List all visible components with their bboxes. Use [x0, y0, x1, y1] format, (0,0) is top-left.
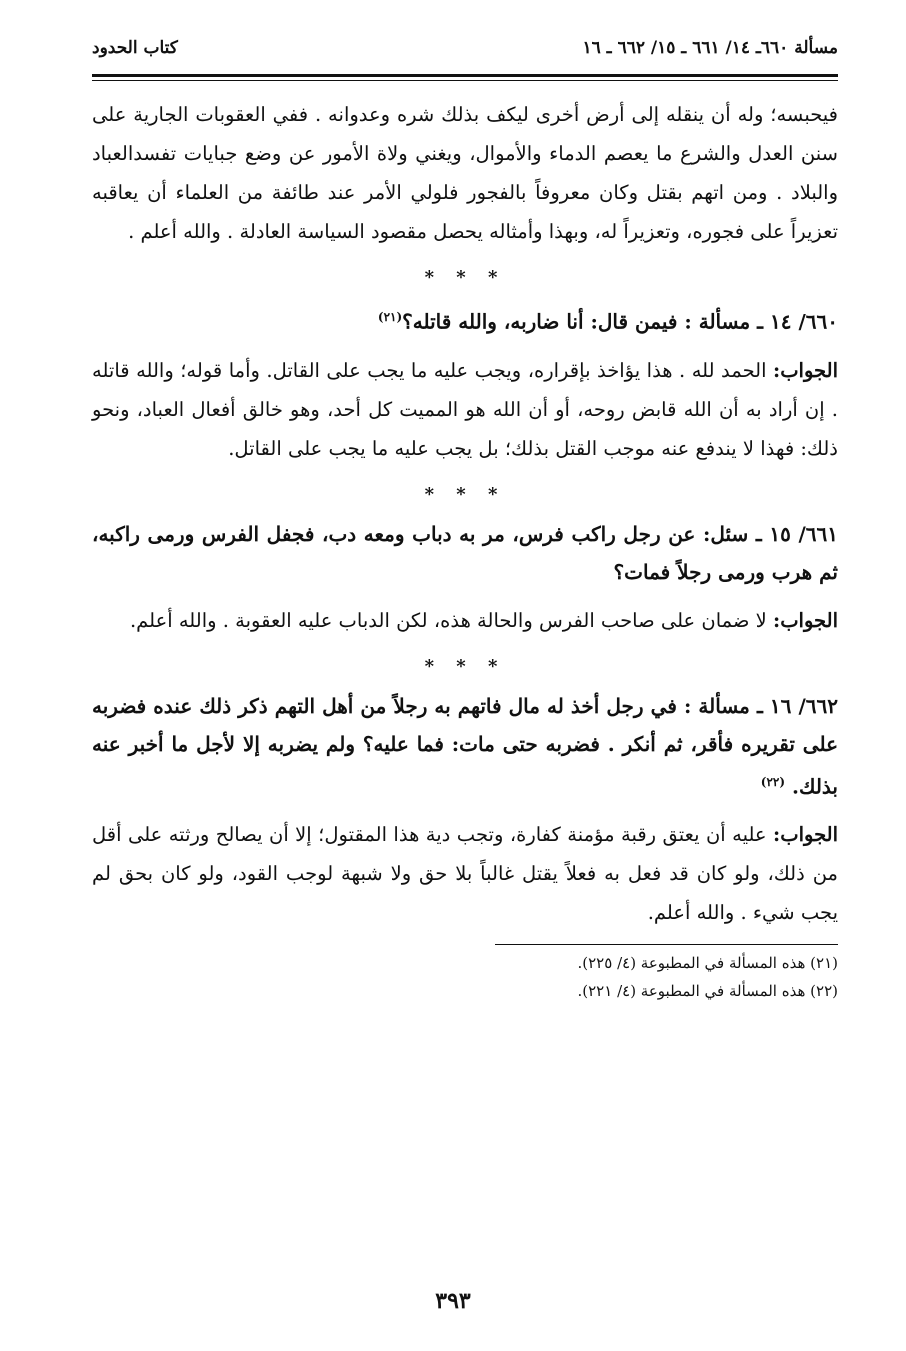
book-page	[92, 38, 838, 1351]
section-separator: * * *	[424, 483, 506, 505]
running-header	[92, 38, 838, 72]
answer-text: عليه أن يعتق رقبة مؤمنة كفارة، وتجب دية هذا المقتول؛ إلا أن يصالح ورثته على أقل من ذلك، ولو كان قد فعل به فعلاً يقتل غالباً بلا حق ولا شبهة لوجب القود، ولو كان بحق لم يجب شيء . والله أعلم.	[92, 823, 838, 925]
answer-text: الحمد لله . هذا يؤاخذ بإقراره، ويجب عليه ما يجب على القاتل. وأما قوله؛ والله قاتله . إن أراد به أن الله قابض روحه، أو أن الله هو المميت كل أحد، وهو خالق أفعال العباد، ونحو ذلك: فهذا لا يندفع عنه موجب القتل بذلك؛ بل يجب عليه ما يجب على القاتل.	[92, 358, 838, 460]
question-661	[92, 515, 838, 591]
answer-lead: الجواب:	[773, 358, 838, 382]
answer-lead: الجواب:	[773, 608, 838, 632]
question-text: ٦٦١/ ١٥ ـ سئل: عن رجل راكب فرس، مر به دباب ومعه دب، فجفل الفرس ورمى راكبه، ثم هرب ورمى رجلاً فمات؟	[92, 521, 838, 584]
answer-lead: الجواب:	[773, 823, 839, 847]
footnote-ref-21: (٢١)	[377, 310, 403, 324]
issue-reference: مسألة ٦٦٠ـ ١٤/ ٦٦١ ـ ١٥/ ٦٦٢ ـ ١٦	[582, 38, 838, 58]
question-662	[92, 687, 838, 806]
answer-660	[92, 351, 838, 468]
question-text: ٦٦٠/ ١٤ ـ مسألة : فيمن قال: أنا ضاربه، والله قاتله؟	[402, 309, 838, 334]
intro-paragraph: فيحبسه؛ وله أن ينقله إلى أرض أخرى ليكف بذلك شره وعدوانه . ففي العقوبات الجارية على سنن العدل والشرع ما يعصم الدماء والأموال، ويغني ولاة الأمور عن وضع جبايات تفسدالعباد والبلاد . ومن اتهم بقتل وكان معروفاً بالفجور فلولي الأمر عند طائفة من العلماء أن يعاقبه تعزيراً على فجوره، وتعزيراً له، وبهذا وأمثاله يحصل مقصود السياسة العادلة . والله أعلم .	[92, 103, 838, 243]
question-text: ٦٦٢/ ١٦ ـ مسألة : في رجل أخذ له مال فاتهم به رجلاً من أهل التهم ذكر ذلك عنده فضربه على تقريره فأقر، ثم أنكر . فضربه حتى مات: فما عليه؟ ولم يضربه إلا لأجل ما أخبر عنه بذلك.	[92, 693, 838, 799]
footnote-21: (٢١) هذه المسألة في المطبوعة (٤/ ٢٢٥).	[577, 954, 838, 973]
header-rule	[92, 74, 838, 81]
answer-661	[92, 601, 838, 640]
section-separator: * * *	[424, 655, 506, 677]
footnote-ref-22: (٢٢)	[760, 774, 786, 789]
footnote-22: (٢٢) هذه المسألة في المطبوعة (٤/ ٢٢١).	[577, 982, 838, 1001]
footnote-rule	[495, 944, 838, 945]
answer-text: لا ضمان على صاحب الفرس والحالة هذه، لكن الدباب عليه العقوبة . والله أعلم.	[129, 608, 767, 632]
answer-662	[92, 815, 838, 932]
section-separator: * * *	[424, 267, 506, 288]
question-660	[92, 298, 838, 341]
book-title: كتاب الحدود	[92, 38, 178, 58]
page-number: ٣٩٣	[435, 1288, 471, 1314]
